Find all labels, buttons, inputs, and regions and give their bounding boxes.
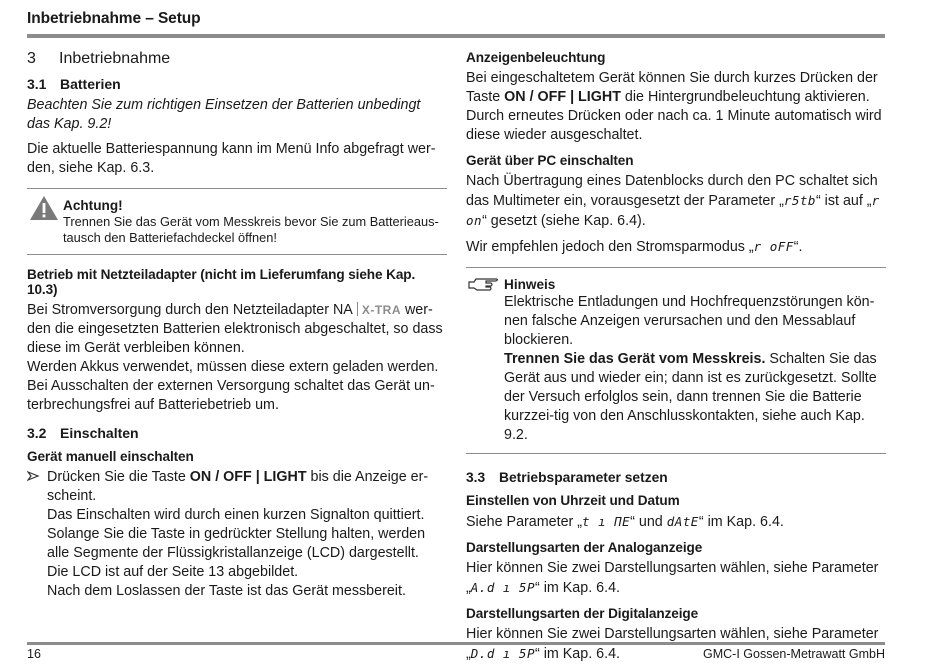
hint-text2: Schalten Sie das Gerät aus und wieder ein; dann ist es zurückgesetzt. Sollte der Versuch erfolglos sein, dann trennen Sie die Batterie kurzzei-tig von den Anschlusskontakten, siehe auch Kap. 9.2.: [504, 351, 877, 443]
section-title: Inbetriebnahme: [59, 50, 171, 67]
uhrzeit-post: “ im Kap. 6.4.: [698, 514, 784, 530]
netzteil-heading: Betrieb mit Netzteiladapter (nicht im Lieferumfang siehe Kap. 10.3): [27, 267, 416, 297]
warning-title: Achtung!: [63, 198, 123, 213]
warning-box: [27, 189, 447, 254]
digital-post: “ im Kap. 6.4.: [534, 646, 621, 662]
beleuchtung-text: [466, 69, 886, 145]
right-column: [466, 44, 886, 664]
section-heading: [27, 50, 447, 68]
netzteil-text-2: Werden Akkus verwendet, müssen diese extern geladen werden. Bei Ausschalten der externen Versorgung schaltet das Gerät un-terbrechungsfrei auf Batteriebetrieb um.: [27, 359, 439, 413]
analog-pre: Hier können Sie zwei Darstellungsarten wählen, siehe Parameter „: [466, 560, 879, 596]
analog-post: “ im Kap. 6.4.: [534, 580, 621, 596]
instruction-line: Die LCD ist auf der Seite 13 abgebildet.: [47, 564, 299, 580]
subsection-heading-betriebsparameter: [466, 470, 886, 485]
pc-pre: Nach Übertragung eines Datenblocks durch den PC schaltet sich das Multimeter ein, vorausgesetzt der Parameter „: [466, 173, 878, 209]
instruction-line: Solange Sie die Taste in gedrückter Stellung halten, werden alle Segmente der Flüssigkristallanzeige (LCD) dargestellt.: [47, 526, 426, 561]
instruction-post: bis die Anzeige er-scheint.: [47, 469, 429, 504]
pc-post: “ gesetzt (siehe Kap. 6.4).: [482, 213, 646, 229]
lcd-param: r on: [466, 193, 880, 228]
uhrzeit-pre: Siehe Parameter „: [466, 514, 583, 530]
beleuchtung-post: die Hintergrundbeleuchtung aktivieren. Durch erneutes Drücken oder nach ca. 1 Minute automatisch wird diese wieder ausgeschaltet.: [466, 89, 882, 143]
header-rule: [27, 34, 885, 38]
netzteil-text-post: wer-den die eingesetzten Batterien elektronisch abgeschaltet, so dass diese im Gerät verbleiben können.: [27, 302, 443, 356]
key-label: ON / OFF | LIGHT: [189, 469, 307, 485]
uhrzeit-heading: Einstellen von Uhrzeit und Datum: [466, 493, 680, 508]
subsection-number: 3.3: [466, 470, 486, 485]
warning-text: Trennen Sie das Gerät vom Messkreis bevor Sie zum Batterieaus-tausch den Batteriefachdeckel öffnen!: [63, 214, 439, 245]
uhrzeit-mid: “ und: [630, 514, 667, 530]
divider: [466, 453, 886, 454]
netzteil-text: [27, 301, 447, 358]
page-header-title: Inbetriebnahme – Setup: [27, 10, 201, 27]
pc-text: [466, 172, 886, 231]
battery-note: Beachten Sie zum richtigen Einsetzen der Batterien unbedingt das Kap. 9.2!: [27, 97, 421, 132]
warning-icon: [29, 195, 59, 221]
pc-heading: Gerät über PC einschalten: [466, 153, 634, 168]
company-name: GMC-I Gossen-Metrawatt GmbH: [703, 647, 885, 661]
beleuchtung-pre: Bei eingeschaltetem Gerät können Sie durch kurzes Drücken der Taste: [466, 70, 878, 105]
page-number: 16: [27, 647, 41, 661]
subsection-heading-batterien: [27, 76, 447, 92]
hint-box: [466, 268, 886, 453]
instruction-item: [27, 468, 447, 601]
hint-title: Hinweis: [504, 277, 556, 292]
brand-logo: X-TRA: [361, 303, 401, 317]
lcd-param: A.d ı 5P: [470, 580, 535, 595]
subsection-title: Betriebsparameter setzen: [499, 470, 668, 485]
netzteil-text-pre: Bei Stromversorgung durch den Netzteiladapter NA: [27, 302, 353, 318]
pointing-hand-icon: [468, 276, 500, 292]
instruction-text: [47, 468, 447, 506]
lcd-param: r oFF: [753, 239, 794, 254]
hint-text: Elektrische Entladungen und Hochfrequenzstörungen kön-nen falsche Anzeigen verursachen und den Messablauf blockieren.: [504, 294, 875, 348]
hint-bold: Trennen Sie das Gerät vom Messkreis.: [504, 351, 766, 367]
subsection-title: Batterien: [60, 76, 121, 92]
beleuchtung-heading: Anzeigenbeleuchtung: [466, 50, 606, 65]
digital-heading: Darstellungsarten der Digitalanzeige: [466, 606, 699, 621]
lcd-param: dAtE: [666, 514, 699, 529]
pc-mid: “ ist auf „: [815, 193, 872, 209]
battery-text: Die aktuelle Batteriespannung kann im Menü Info abgefragt wer-den, siehe Kap. 6.3.: [27, 141, 436, 176]
pc2-pre: Wir empfehlen jedoch den Stromsparmodus „: [466, 239, 754, 255]
divider: [27, 254, 447, 255]
separator-bar: [357, 302, 358, 316]
footer-rule: [27, 642, 885, 645]
section-number: 3: [27, 50, 36, 67]
lcd-param: t ı ΠE: [582, 514, 631, 529]
subsection-number: 3.2: [27, 425, 47, 441]
instruction-line: Nach dem Loslassen der Taste ist das Gerät messbereit.: [47, 583, 406, 599]
einschalten-subtitle: Gerät manuell einschalten: [27, 449, 194, 464]
digital-pre: Hier können Sie zwei Darstellungsarten wählen, siehe Parameter „: [466, 626, 879, 662]
subsection-title: Einschalten: [60, 425, 139, 441]
lcd-param: D.d ı 5P: [470, 646, 535, 661]
arrow-bullet-icon: [27, 470, 40, 485]
key-label: ON / OFF | LIGHT: [504, 89, 621, 105]
instruction-pre: Drücken Sie die Taste: [47, 469, 190, 485]
subsection-heading-einschalten: [27, 425, 447, 441]
lcd-param: r5tb: [783, 193, 816, 208]
analog-text: [466, 559, 886, 598]
pc2-post: “.: [793, 239, 803, 255]
instruction-line: Das Einschalten wird durch einen kurzen Signalton quittiert.: [47, 507, 425, 523]
uhrzeit-text: [466, 512, 886, 532]
left-column: [27, 44, 447, 601]
analog-heading: Darstellungsarten der Analoganzeige: [466, 540, 703, 555]
subsection-number: 3.1: [27, 76, 47, 92]
pc-text-2: [466, 237, 886, 257]
hint-text-2: [504, 350, 886, 445]
